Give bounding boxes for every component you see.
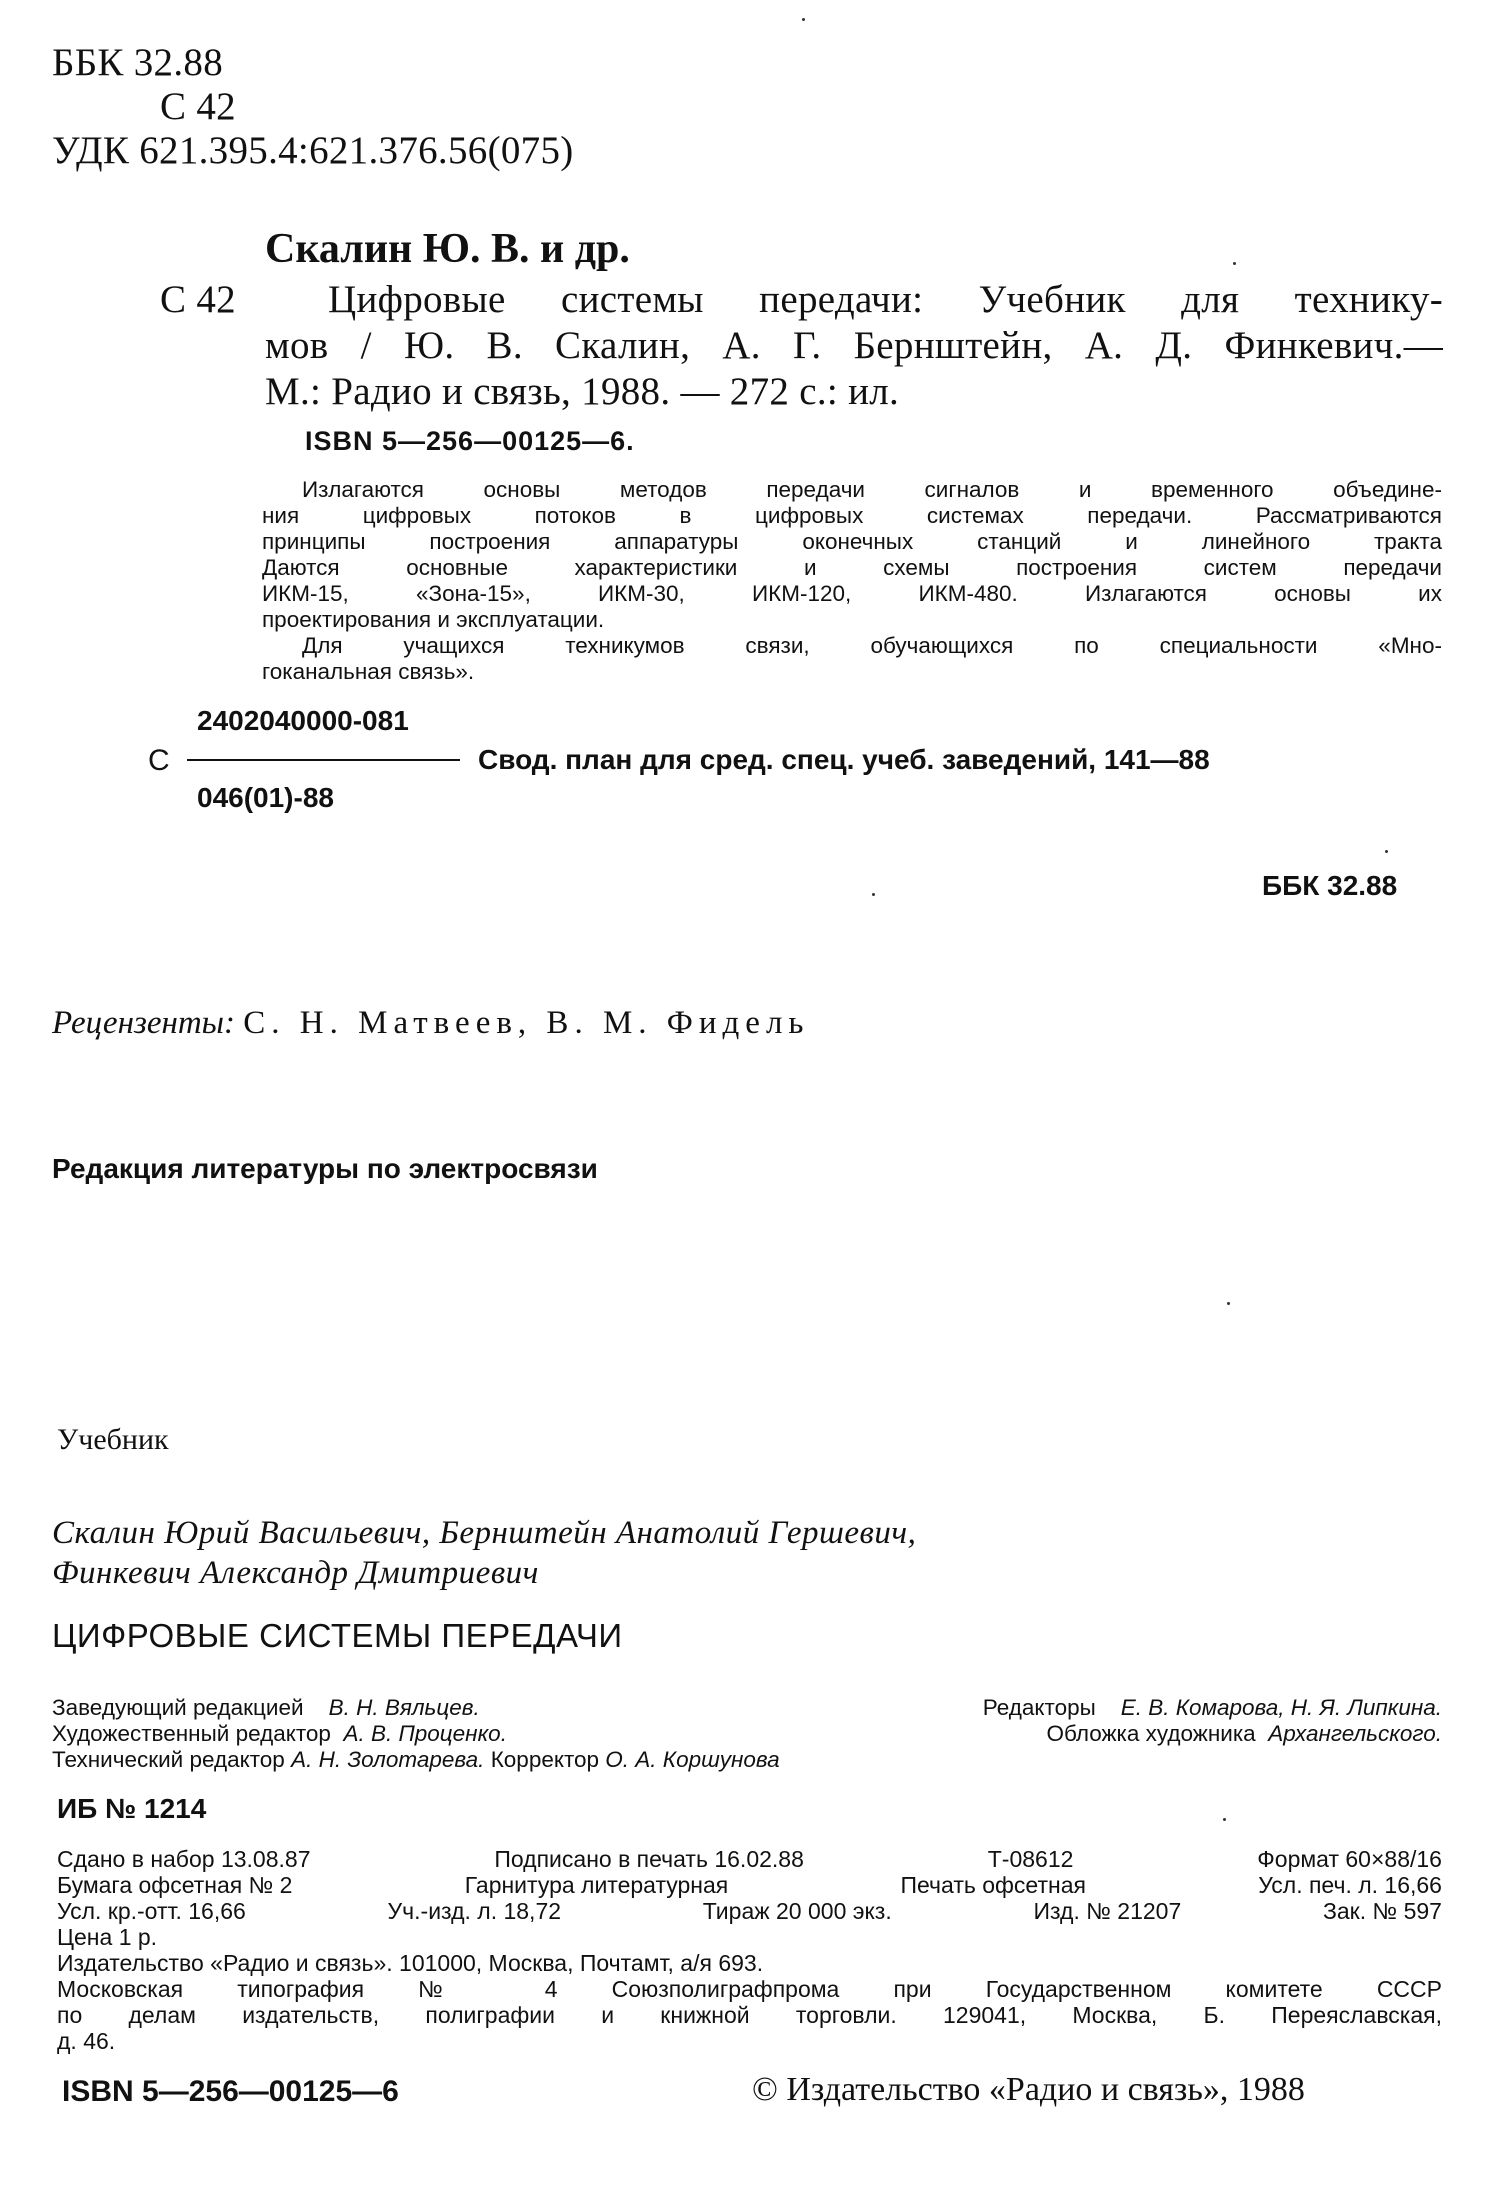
formula-plan: Свод. план для сред. спец. учеб. заведений, 141—88 — [478, 744, 1210, 775]
cover-label: Обложка художника — [1046, 1721, 1256, 1746]
card-bbk: ББК 32.88 — [1262, 870, 1398, 901]
bbk-code: ББК 32.88 — [52, 41, 224, 84]
imprint-row — [57, 1872, 1442, 1898]
editorial-department: Редакция литературы по электросвязи — [52, 1153, 598, 1184]
imprint-cell: Тираж 20 000 экз. — [702, 1898, 892, 1924]
author-line: Скалин Юрий Васильевич, Бернштейн Анатолий Гершевич, — [52, 1515, 917, 1551]
reviewers — [52, 1005, 809, 1042]
abstract-line: принципы построения аппаратуры оконечных станций и линейного тракта — [262, 529, 1442, 554]
audience-line: Для учащихся техникумов связи, обучающихся по специальности «Мно- — [302, 633, 1442, 658]
card-title-line-1: Цифровые системы передачи: Учебник для технику- — [328, 278, 1443, 321]
tech-editor-name: А. Н. Золотарева. — [291, 1747, 485, 1772]
formula-denominator: 046(01)-88 — [197, 782, 334, 813]
book-type: Учебник — [57, 1423, 169, 1456]
imprint-cell: Т-08612 — [987, 1846, 1074, 1872]
scan-speck — [1223, 1818, 1226, 1821]
imprint-cell: Зак. № 597 — [1322, 1898, 1442, 1924]
head-name: В. Н. Вяльцев. — [328, 1695, 480, 1720]
imprint-cell: Подписано в печать 16.02.88 — [494, 1846, 804, 1872]
abstract-line: ния цифровых потоков в цифровых системах передачи. Рассматриваются — [262, 503, 1442, 528]
imprint-block — [57, 1846, 1442, 2054]
staff-line — [52, 1747, 1442, 1773]
card-authors: Скалин Ю. В. и др. — [265, 226, 630, 272]
formula-fraction-bar — [187, 759, 460, 761]
scan-speck — [802, 18, 805, 21]
imprint-cell: Усл. кр.-отт. 16,66 — [57, 1898, 246, 1924]
formula-numerator: 2402040000-081 — [197, 705, 409, 736]
printer-line: Московская типография № 4 Союзполиграфпрома при Государственном комитете СССР — [57, 1976, 1442, 2002]
printer-line: по делам издательств, полиграфии и книжной торговли. 129041, Москва, Б. Переяславская, — [57, 2002, 1442, 2028]
card-isbn: ISBN 5—256—00125—6. — [305, 426, 635, 456]
card-title-line-3: М.: Радио и связь, 1988. — 272 с.: ил. — [265, 370, 900, 413]
abstract-line: ИКМ-15, «Зона-15», ИКМ-30, ИКМ-120, ИКМ-480. Излагаются основы их — [262, 581, 1442, 606]
imprint-row — [57, 1846, 1442, 1872]
imprint-cell: Гарнитура литературная — [464, 1872, 729, 1898]
art-editor-label: Художественный редактор — [52, 1721, 331, 1746]
card-abstract — [262, 477, 1442, 685]
staff-block — [52, 1695, 1442, 1773]
staff-line — [52, 1721, 1442, 1747]
editors-label: Редакторы — [982, 1695, 1096, 1720]
imprint-cell: Усл. печ. л. 16,66 — [1258, 1872, 1442, 1898]
tech-editor-label: Технический редактор — [52, 1747, 285, 1772]
art-editor-name: А. В. Проценко. — [343, 1721, 507, 1746]
imprint-cell: Уч.-изд. л. 18,72 — [387, 1898, 562, 1924]
printer-line: д. 46. — [57, 2028, 116, 2054]
scan-speck — [1227, 1302, 1230, 1305]
proof-label: Корректор — [490, 1747, 600, 1772]
editors-names: Е. В. Комарова, Н. Я. Липкина. — [1120, 1695, 1442, 1720]
proof-name: О. А. Коршунова — [605, 1747, 780, 1772]
formula-letter: С — [148, 744, 170, 777]
imprint-cell: Формат 60×88/16 — [1257, 1846, 1442, 1872]
scan-speck — [1385, 850, 1388, 853]
reviewers-names: С. Н. Матвеев, В. М. Фидель — [243, 1005, 810, 1041]
cover-name: Архангельского. — [1268, 1721, 1442, 1746]
copyright: © Издательство «Радио и связь», 1988 — [752, 2071, 1305, 2108]
abstract-line: Излагаются основы методов передачи сигналов и временного объедине- — [302, 477, 1442, 502]
staff-line — [52, 1695, 1442, 1721]
scan-speck — [1233, 262, 1236, 265]
imprint-cell: Бумага офсетная № 2 — [57, 1872, 293, 1898]
head-label: Заведующий редакцией — [52, 1695, 304, 1720]
abstract-line: проектирования и эксплуатации. — [262, 607, 605, 632]
abstract-line: Даются основные характеристики и схемы построения систем передачи — [262, 555, 1442, 580]
book-title: ЦИФРОВЫЕ СИСТЕМЫ ПЕРЕДАЧИ — [52, 1617, 623, 1654]
card-code: С 42 — [160, 278, 236, 321]
price: Цена 1 р. — [57, 1924, 158, 1950]
author-sign-code: С 42 — [160, 85, 236, 128]
udk-code: УДК 621.395.4:621.376.56(075) — [52, 129, 574, 172]
imprint-cell: Изд. № 21207 — [1033, 1898, 1182, 1924]
footer-isbn: ISBN 5—256—00125—6 — [62, 2075, 399, 2108]
author-line: Финкевич Александр Дмитриевич — [52, 1555, 539, 1591]
reviewers-label: Рецензенты: — [52, 1005, 236, 1041]
card-title-line-2: мов / Ю. В. Скалин, А. Г. Бернштейн, А. Д. Финкевич.— — [265, 324, 1443, 367]
ib-number: ИБ № 1214 — [57, 1793, 207, 1824]
imprint-cell: Сдано в набор 13.08.87 — [57, 1846, 311, 1872]
scan-speck — [872, 893, 875, 896]
publisher-address: Издательство «Радио и связь». 101000, Москва, Почтамт, а/я 693. — [57, 1950, 764, 1976]
imprint-row — [57, 1898, 1442, 1924]
audience-line: гоканальная связь». — [262, 659, 475, 684]
imprint-cell: Печать офсетная — [900, 1872, 1086, 1898]
